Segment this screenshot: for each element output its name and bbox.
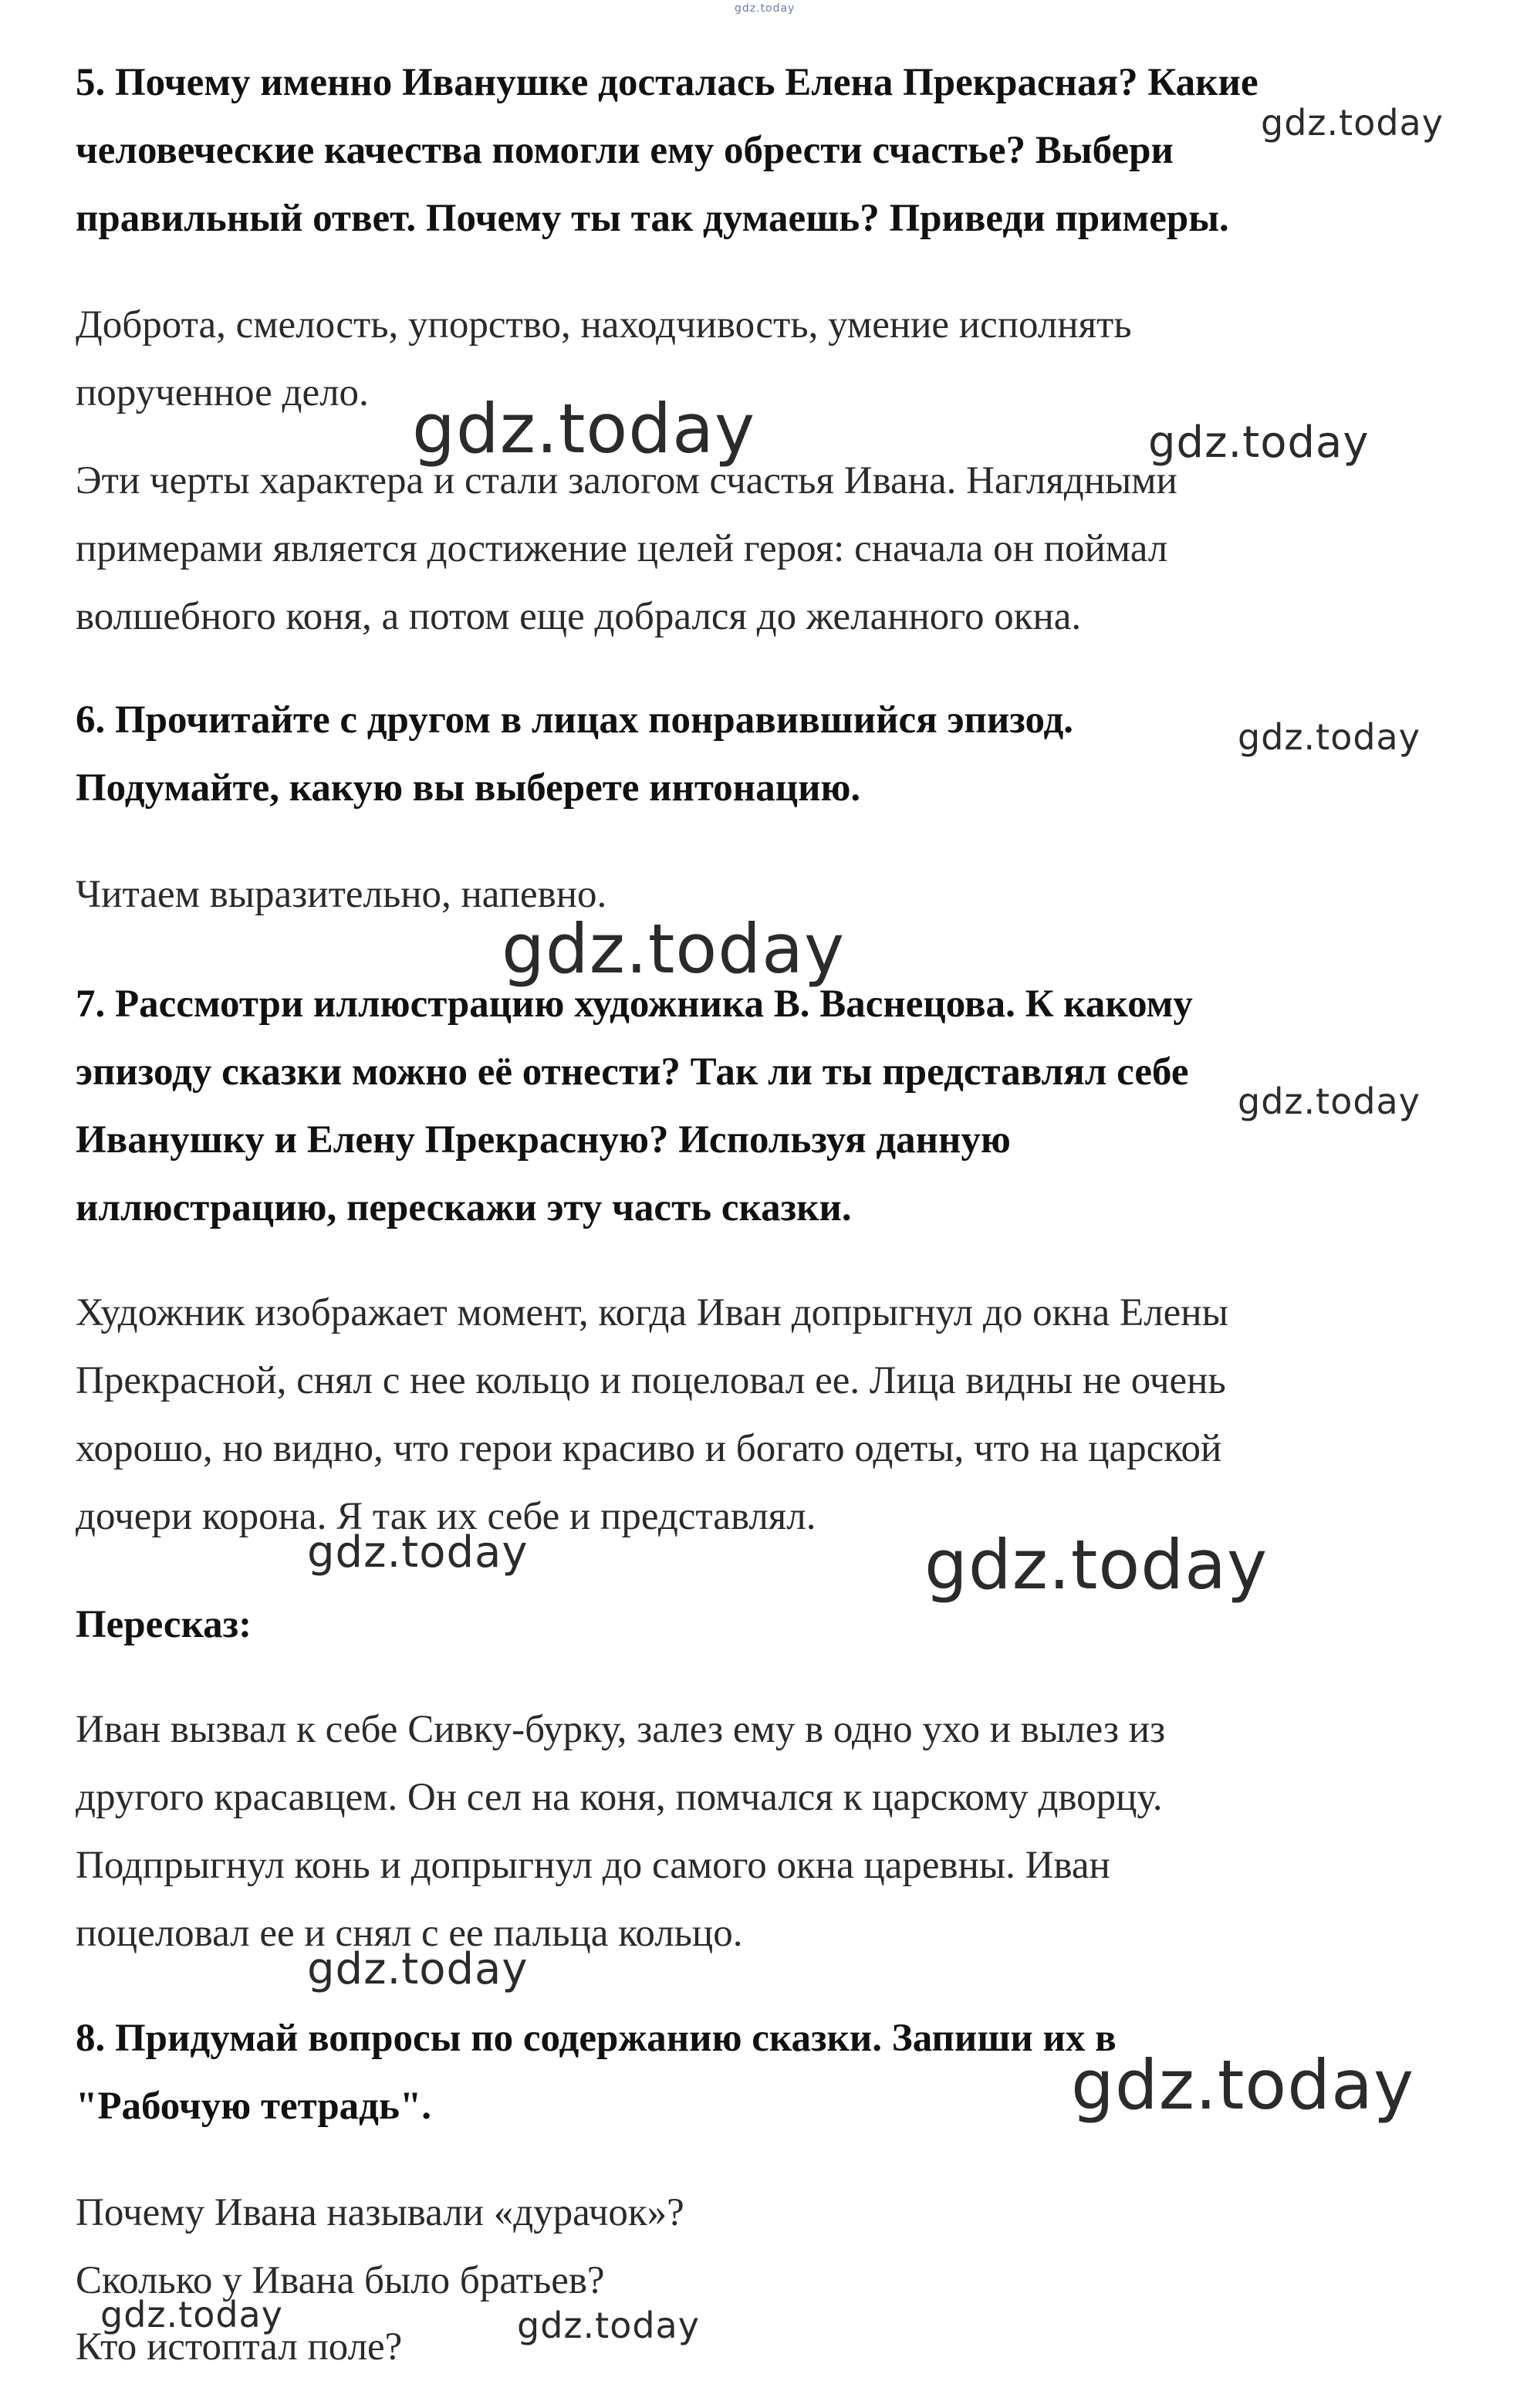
q5-answer-line: примерами является достижение целей героя: сначала он поймал: [76, 527, 1168, 570]
q5-answer-line: Доброта, смелость, упорство, находчивость, умение исполнять: [76, 303, 1132, 347]
watermark: gdz.today: [307, 1527, 529, 1578]
watermark-top: gdz.today: [735, 2, 796, 15]
q7-question-line: 7. Рассмотри иллюстрацию художника В. Васнецова. К какому: [76, 982, 1193, 1026]
watermark: gdz.today: [924, 1525, 1269, 1605]
q5-question-line: человеческие качества помогли ему обрести счастье? Выбери: [76, 129, 1174, 172]
q8-question-line: 8. Придумай вопросы по содержанию сказки. Запиши их в: [76, 2017, 1117, 2060]
watermark: gdz.today: [100, 2294, 283, 2335]
q6-question-line: Подумайте, какую вы выберете интонацию.: [76, 766, 861, 810]
q7-answer-line: Художник изображает момент, когда Иван допрыгнул до окна Елены: [76, 1291, 1228, 1334]
watermark: gdz.today: [1148, 418, 1370, 468]
watermark: gdz.today: [412, 389, 756, 468]
watermark: gdz.today: [307, 1944, 529, 1994]
q7-answer-line: Прекрасной, снял с нее кольцо и поцеловал ее. Лица видны не очень: [76, 1359, 1226, 1402]
q5-answer-line: порученное дело.: [76, 371, 369, 414]
q7-question-line: эпизоду сказки можно её отнести? Так ли ты представлял себе: [76, 1050, 1189, 1094]
retelling-heading: Пересказ:: [76, 1603, 252, 1646]
q7-answer-line: дочери корона. Я так их себе и представлял.: [76, 1495, 816, 1538]
watermark: gdz.today: [1071, 2045, 1415, 2125]
retelling-line: поцеловал ее и снял с ее пальца кольцо.: [76, 1912, 743, 1955]
retelling-line: Иван вызвал к себе Сивку-бурку, залез ему в одно ухо и вылез из: [76, 1708, 1166, 1751]
watermark: gdz.today: [1261, 102, 1444, 144]
q8-answer-line: Кто истоптал поле?: [76, 2325, 403, 2369]
q7-question-line: Иванушку и Елену Прекрасную? Используя данную: [76, 1118, 1011, 1162]
retelling-line: Подпрыгнул конь и допрыгнул до самого окна царевны. Иван: [76, 1844, 1110, 1887]
q5-question-line: 5. Почему именно Иванушке досталась Елена Прекрасная? Какие: [76, 61, 1258, 104]
watermark: gdz.today: [517, 2305, 700, 2346]
q5-answer-line: волшебного коня, а потом еще добрался до желанного окна.: [76, 595, 1082, 638]
q5-question-line: правильный ответ. Почему ты так думаешь? Приведи примеры.: [76, 197, 1229, 240]
watermark: gdz.today: [1238, 716, 1421, 758]
q8-answer-line: Почему Ивана называли «дурачок»?: [76, 2191, 684, 2234]
retelling-line: другого красавцем. Он сел на коня, помчался к царскому дворцу.: [76, 1776, 1163, 1819]
watermark: gdz.today: [502, 909, 846, 989]
q6-answer-line: Читаем выразительно, напевно.: [76, 873, 607, 916]
q5-answer-line: Эти черты характера и стали залогом счастья Ивана. Наглядными: [76, 459, 1177, 502]
watermark: gdz.today: [1238, 1081, 1421, 1122]
q6-question-line: 6. Прочитайте с другом в лицах понравившийся эпизод.: [76, 698, 1074, 742]
q7-question-line: иллюстрацию, перескажи эту часть сказки.: [76, 1186, 852, 1229]
q8-question-line: "Рабочую тетрадь".: [76, 2085, 432, 2128]
q7-answer-line: хорошо, но видно, что герои красиво и богато одеты, что на царской: [76, 1427, 1222, 1470]
q8-answer-line: Сколько у Ивана было братьев?: [76, 2259, 605, 2302]
